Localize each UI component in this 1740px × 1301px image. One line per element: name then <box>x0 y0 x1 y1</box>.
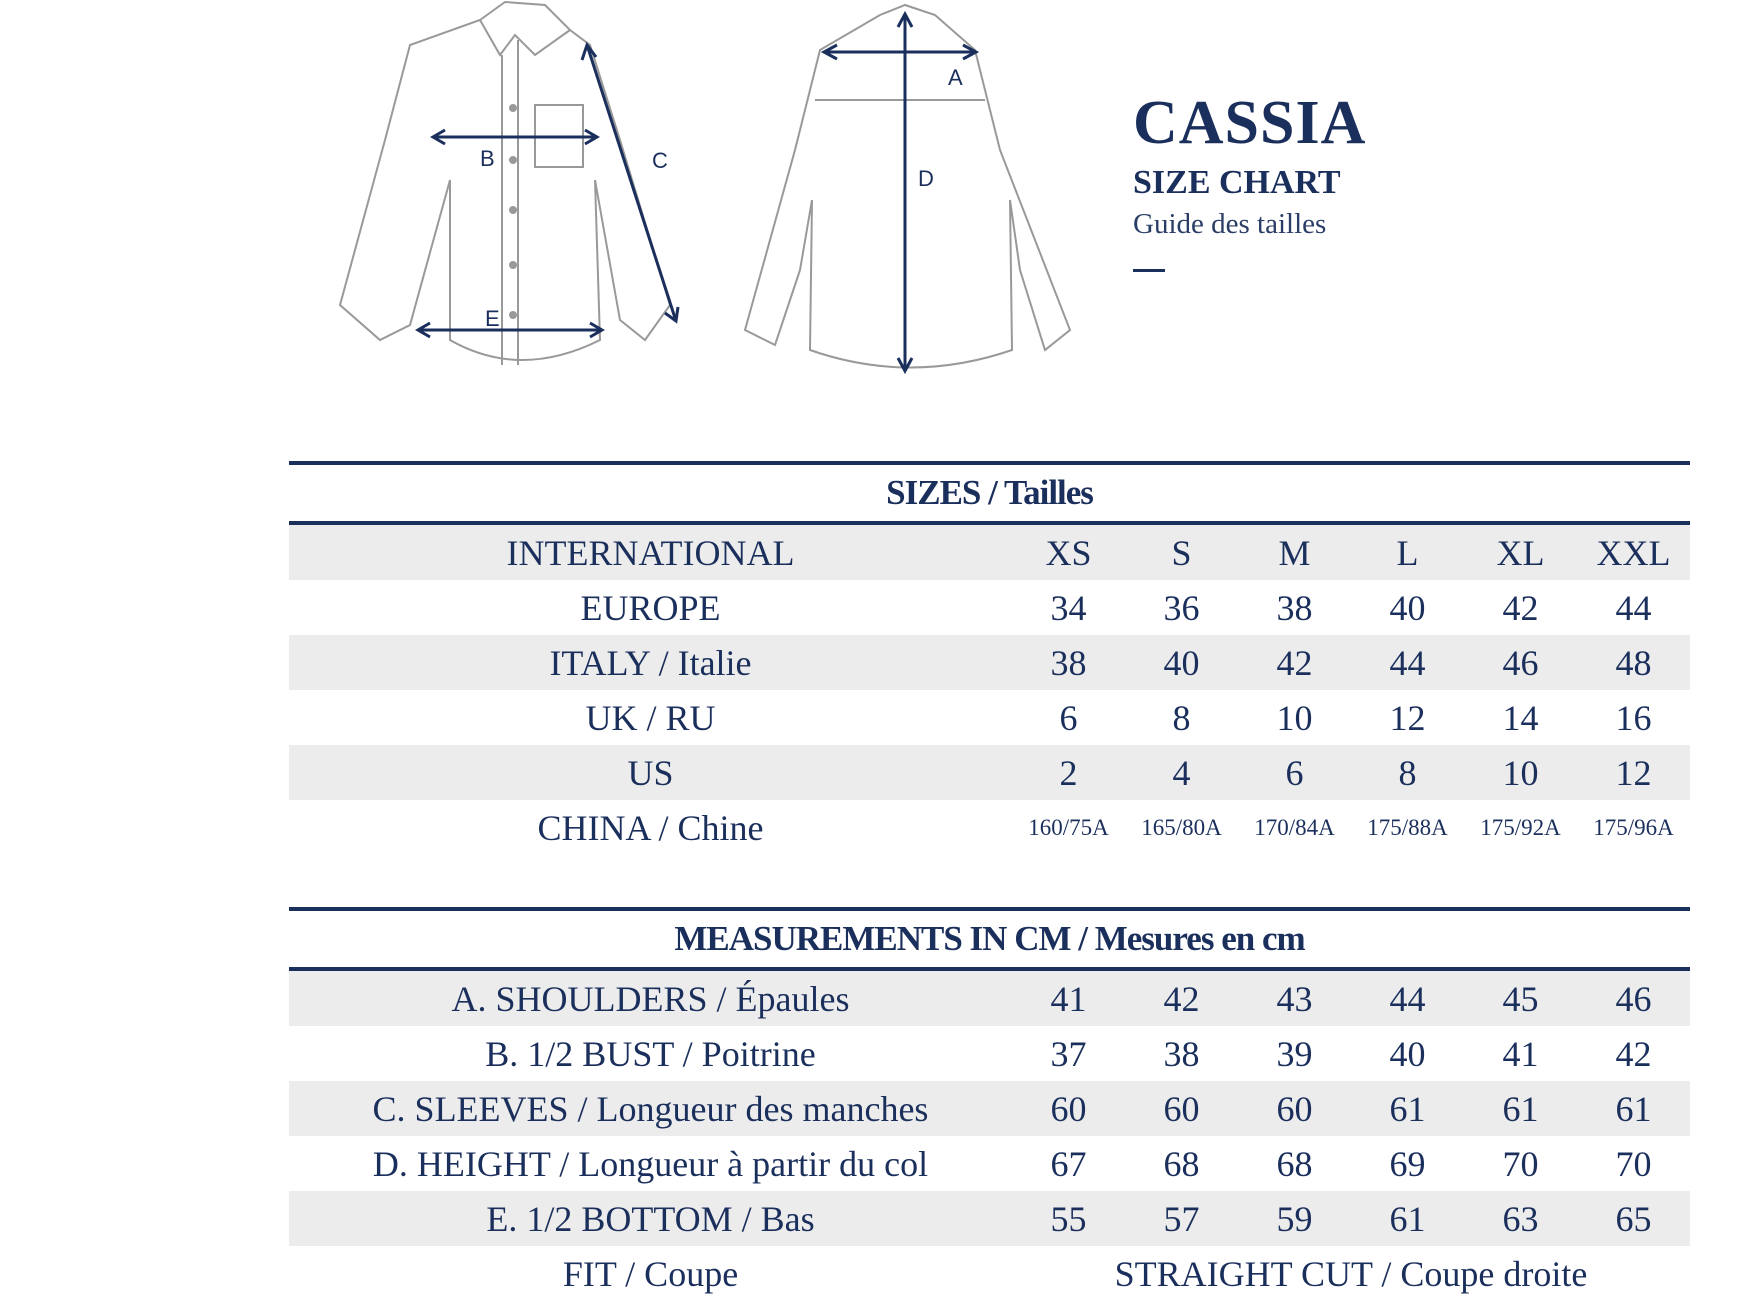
row-label: CHINA / Chine <box>537 807 764 848</box>
row-label: UK / RU <box>585 697 716 738</box>
cell-value: 160/75A <box>1028 814 1109 840</box>
cell-value: 175/88A <box>1367 814 1448 840</box>
table-row <box>289 1191 1690 1246</box>
shirt-back-diagram <box>720 0 1090 380</box>
cell-value: XS <box>1045 532 1092 573</box>
table-row <box>289 1246 1690 1301</box>
table-row <box>289 1081 1690 1136</box>
cell-value: 40 <box>1389 587 1426 628</box>
cell-value: 61 <box>1389 1088 1426 1129</box>
cell-value: 61 <box>1502 1088 1539 1129</box>
cell-value: 165/80A <box>1141 814 1222 840</box>
cell-value: 175/92A <box>1480 814 1561 840</box>
label-c: C <box>652 148 668 173</box>
row-label: C. SLEEVES / Longueur des manches <box>372 1088 929 1129</box>
cell-value: 41 <box>1050 978 1087 1019</box>
cell-value: M <box>1278 532 1311 573</box>
cell-value: 55 <box>1050 1198 1087 1239</box>
cell-value: 48 <box>1615 642 1652 683</box>
row-label: US <box>627 752 674 793</box>
cell-value: XL <box>1496 532 1545 573</box>
sizes-table <box>289 461 1690 855</box>
cell-value: 170/84A <box>1254 814 1335 840</box>
cell-value: 34 <box>1050 587 1087 628</box>
cell-value: 43 <box>1276 978 1313 1019</box>
row-label: E. 1/2 BOTTOM / Bas <box>486 1198 815 1239</box>
label-d: D <box>918 166 934 191</box>
cell-value: 42 <box>1163 978 1200 1019</box>
row-label: EUROPE <box>580 587 721 628</box>
table-row <box>289 523 1690 580</box>
title-block <box>1133 89 1367 272</box>
table-row <box>289 800 1690 855</box>
cell-value: 44 <box>1389 978 1426 1019</box>
table-row <box>289 1026 1690 1081</box>
cell-value: L <box>1396 532 1419 573</box>
cell-value: 40 <box>1163 642 1200 683</box>
row-label: A. SHOULDERS / Épaules <box>451 978 850 1019</box>
cell-value: 40 <box>1389 1033 1426 1074</box>
row-label: ITALY / Italie <box>549 642 752 683</box>
cell-value: 45 <box>1502 978 1539 1019</box>
size-chart-title: SIZE CHART <box>1133 164 1341 201</box>
table-row <box>289 635 1690 690</box>
cell-value: XXL <box>1596 532 1671 573</box>
cell-value: 61 <box>1615 1088 1652 1129</box>
label-e: E <box>485 306 500 331</box>
cell-value: 68 <box>1276 1143 1313 1184</box>
cell-value: 38 <box>1163 1033 1200 1074</box>
cell-value: 10 <box>1502 752 1539 793</box>
table-row <box>289 690 1690 745</box>
cell-value: 60 <box>1163 1088 1200 1129</box>
brand-name: CASSIA <box>1133 89 1367 157</box>
cell-value: 41 <box>1502 1033 1539 1074</box>
cell-value: 67 <box>1050 1143 1087 1184</box>
cell-value: 39 <box>1276 1033 1313 1074</box>
measurements-table-title: MEASUREMENTS IN CM / Mesures en cm <box>289 909 1690 969</box>
cell-value: 44 <box>1389 642 1426 683</box>
cell-value: 6 <box>1059 697 1078 738</box>
cell-value: 42 <box>1276 642 1313 683</box>
cell-value: 8 <box>1172 697 1191 738</box>
cell-value: 60 <box>1050 1088 1087 1129</box>
cell-value: S <box>1171 532 1192 573</box>
cell-value: 36 <box>1163 587 1200 628</box>
measurements-table <box>289 907 1690 1301</box>
cell-value: 6 <box>1285 752 1304 793</box>
cell-value: 68 <box>1163 1143 1200 1184</box>
cell-value: 4 <box>1172 752 1191 793</box>
cell-value: 16 <box>1615 697 1652 738</box>
row-label: D. HEIGHT / Longueur à partir du col <box>372 1143 929 1184</box>
table-row <box>289 580 1690 635</box>
cell-value: 69 <box>1389 1143 1426 1184</box>
cell-value: 70 <box>1615 1143 1652 1184</box>
cell-value: 38 <box>1276 587 1313 628</box>
cell-value: 63 <box>1502 1198 1539 1239</box>
cell-value: 37 <box>1050 1033 1087 1074</box>
cell-value: 8 <box>1398 752 1417 793</box>
cell-value: 70 <box>1502 1143 1539 1184</box>
label-a: A <box>948 65 963 90</box>
cell-value: 46 <box>1502 642 1539 683</box>
row-label: FIT / Coupe <box>562 1253 739 1294</box>
row-label: INTERNATIONAL <box>506 532 795 573</box>
cell-value: 10 <box>1276 697 1313 738</box>
cell-value: 175/96A <box>1593 814 1674 840</box>
size-chart-subtitle-fr: Guide des tailles <box>1133 208 1327 240</box>
row-label: B. 1/2 BUST / Poitrine <box>485 1033 816 1074</box>
cell-value: 46 <box>1615 978 1652 1019</box>
table-row <box>289 1136 1690 1191</box>
cell-value: 14 <box>1502 697 1539 738</box>
cell-value: 65 <box>1615 1198 1652 1239</box>
table-row <box>289 745 1690 800</box>
cell-value: 38 <box>1050 642 1087 683</box>
cell-value: 59 <box>1276 1198 1313 1239</box>
cell-value: 61 <box>1389 1198 1426 1239</box>
fit-value: STRAIGHT CUT / Coupe droite <box>1114 1253 1588 1294</box>
label-b: B <box>480 146 495 171</box>
sizes-table-title: SIZES / Tailles <box>289 463 1690 523</box>
cell-value: 44 <box>1615 587 1652 628</box>
cell-value: 2 <box>1059 752 1078 793</box>
table-row <box>289 969 1690 1026</box>
cell-value: 42 <box>1615 1033 1652 1074</box>
cell-value: 60 <box>1276 1088 1313 1129</box>
divider-dash <box>1133 269 1165 272</box>
cell-value: 57 <box>1163 1198 1200 1239</box>
shirt-front-diagram <box>330 0 700 380</box>
cell-value: 12 <box>1615 752 1652 793</box>
cell-value: 42 <box>1502 587 1539 628</box>
cell-value: 12 <box>1389 697 1426 738</box>
